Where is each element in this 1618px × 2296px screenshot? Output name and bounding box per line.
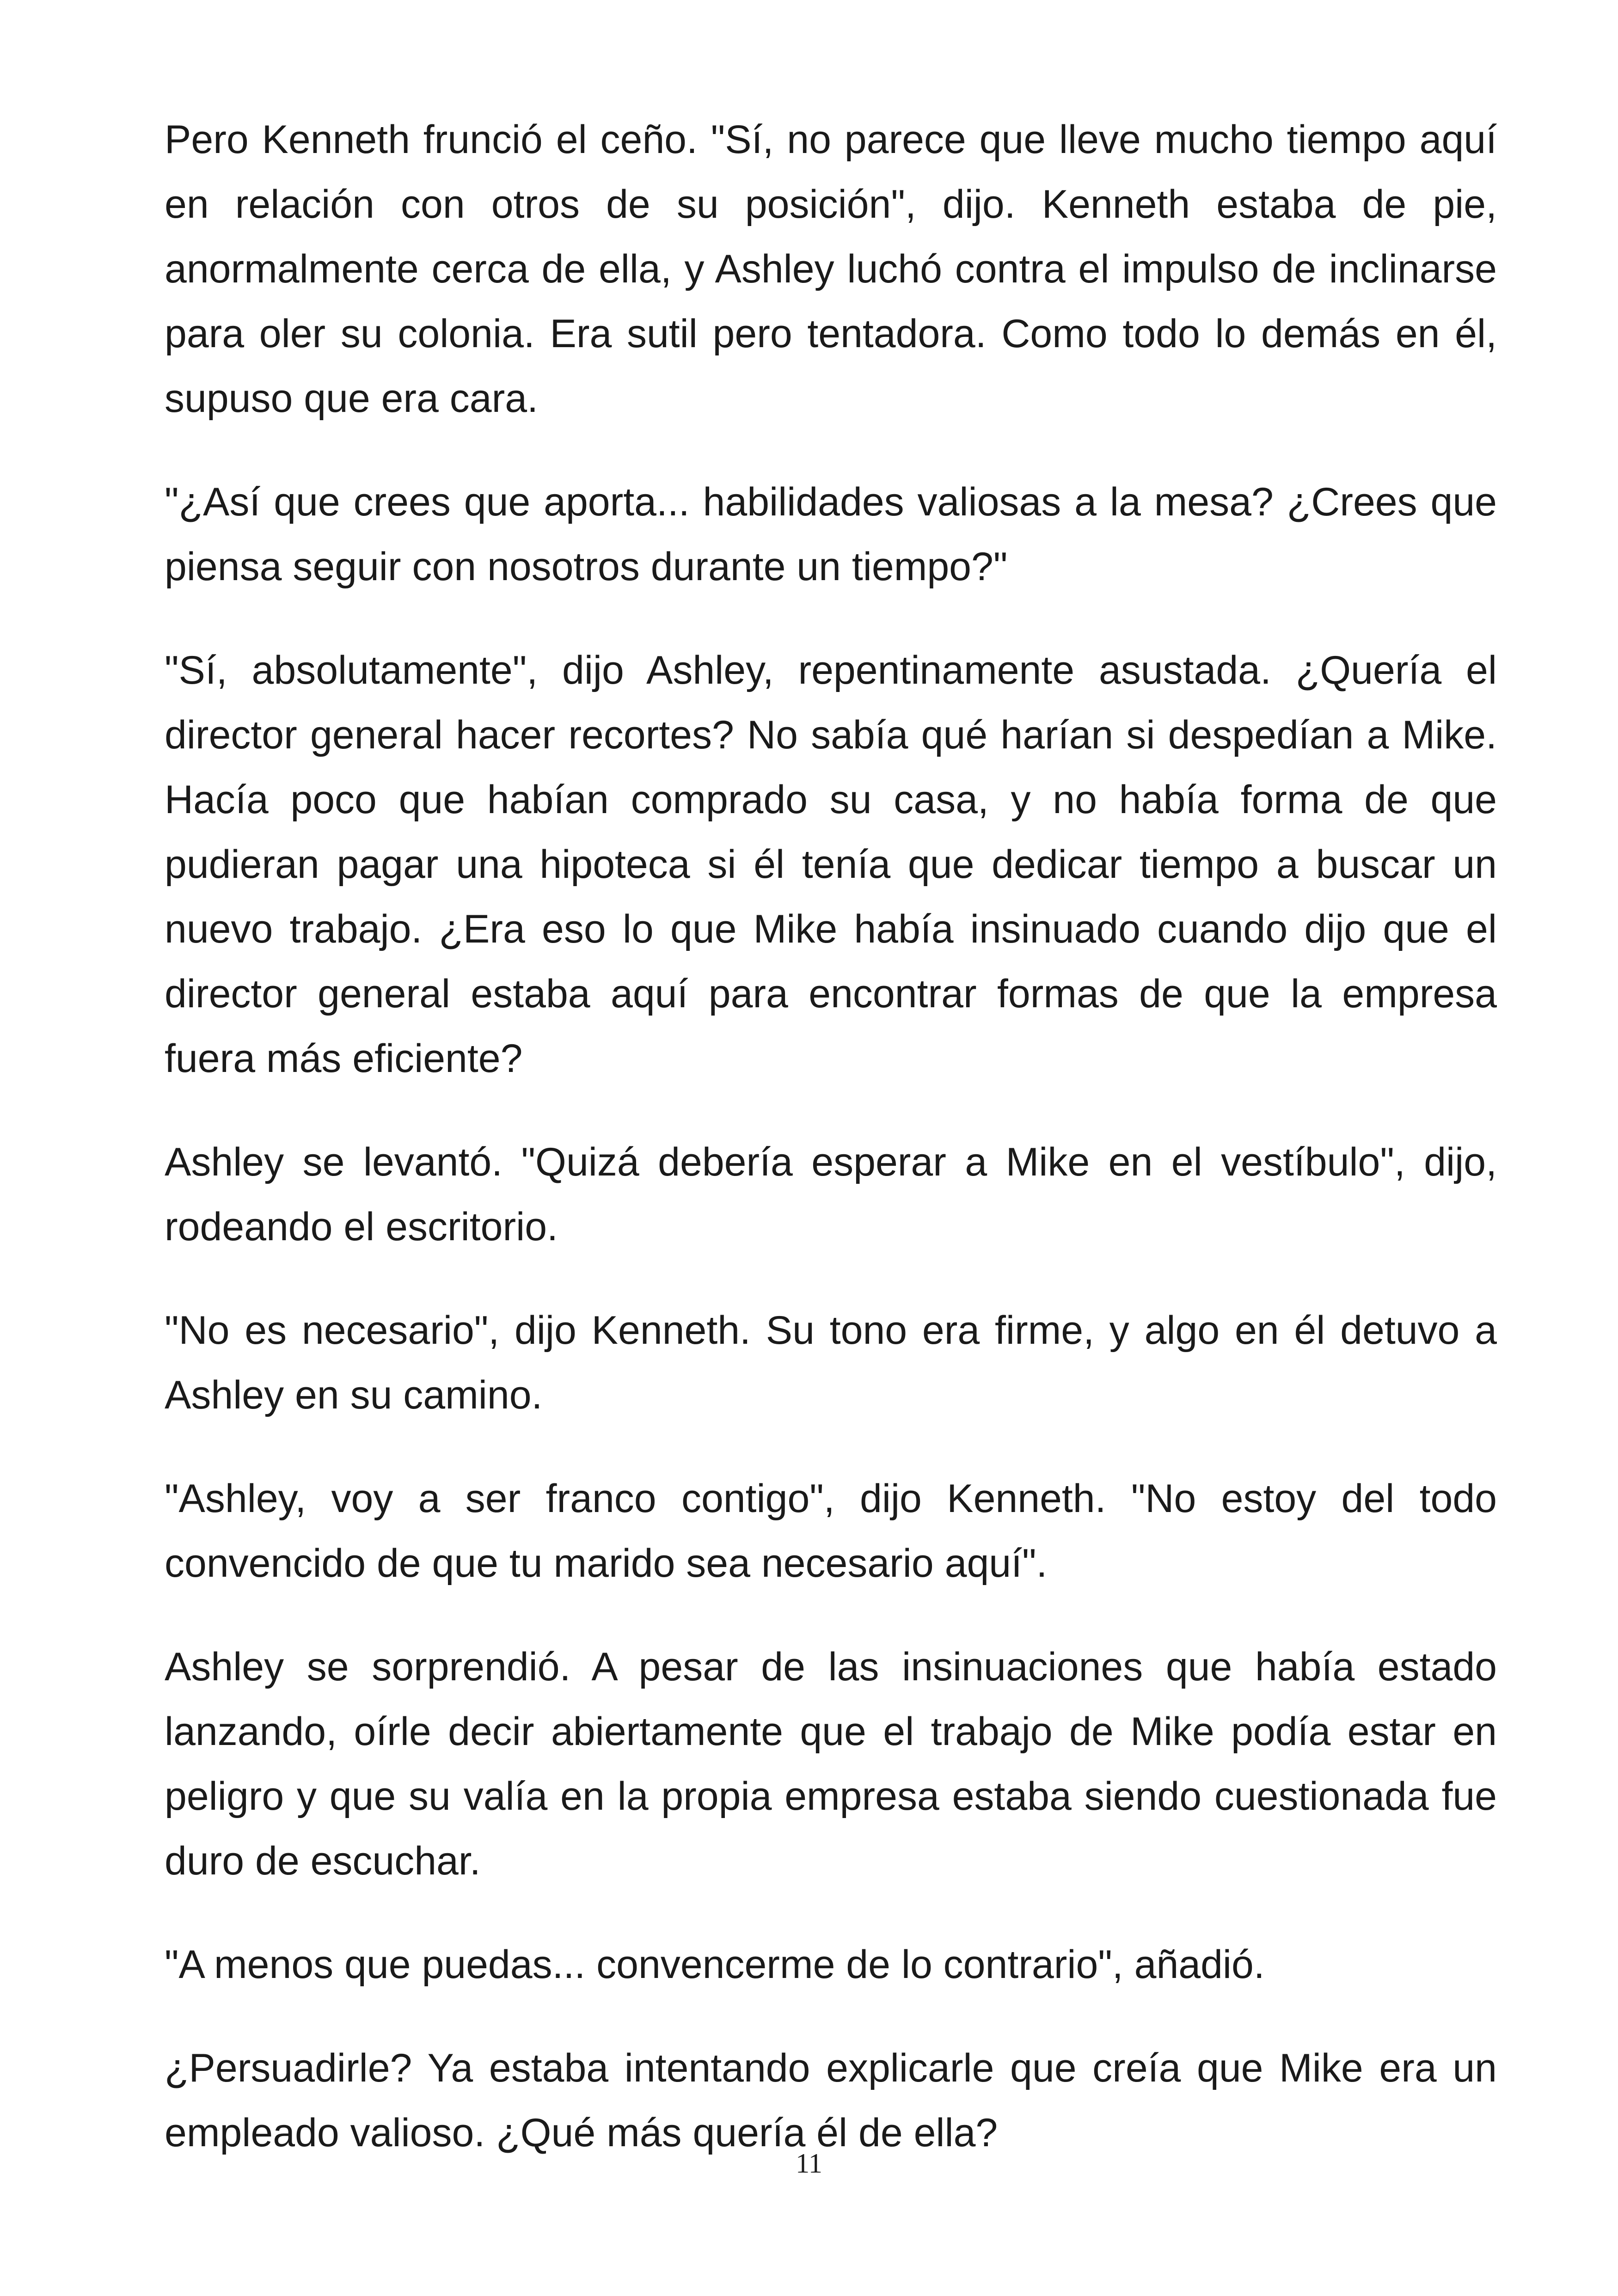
paragraph: ¿Persuadirle? Ya estaba intentando explicarle que creía que Mike era un empleado valioso. ¿Qué más quería él de ella? [165, 2046, 1497, 2155]
paragraph: Ashley se sorprendió. A pesar de las insinuaciones que había estado lanzando, oírle decir abiertamente que el trabajo de Mike podía estar en peligro y que su valía en la propia empresa estaba siendo cuestionada fue duro de escuchar. [165, 1645, 1497, 1883]
paragraph: "A menos que puedas... convencerme de lo contrario", añadió. [165, 1942, 1265, 1987]
paragraph: Pero Kenneth frunció el ceño. "Sí, no parece que lleve mucho tiempo aquí en relación con otros de su posición", dijo. Kenneth estaba de pie, anormalmente cerca de ella, y Ashley luchó contra el impulso de inclinarse para oler su colonia. Era sutil pero tentadora. Como todo lo demás en él, supuso que era cara. [165, 117, 1497, 421]
paragraph: "Sí, absolutamente", dijo Ashley, repentinamente asustada. ¿Quería el director general hacer recortes? No sabía qué harían si despedían a Mike. Hacía poco que habían comprado su casa, y no había forma de que pudieran pagar una hipoteca si él tenía que dedicar tiempo a buscar un nuevo trabajo. ¿Era eso lo que Mike había insinuado cuando dijo que el director general estaba aquí para encontrar formas de que la empresa fuera más eficiente? [165, 648, 1497, 1081]
paragraph: "Ashley, voy a ser franco contigo", dijo Kenneth. "No estoy del todo convencido de que tu marido sea necesario aquí". [165, 1476, 1497, 1586]
paragraph: Ashley se levantó. "Quizá debería esperar a Mike en el vestíbulo", dijo, rodeando el escritorio. [165, 1140, 1497, 1249]
page-number: 11 [796, 2148, 822, 2179]
body-text [165, 107, 1497, 2165]
paragraph: "No es necesario", dijo Kenneth. Su tono era firme, y algo en él detuvo a Ashley en su camino. [165, 1308, 1497, 1417]
paragraph: "¿Así que crees que aporta... habilidades valiosas a la mesa? ¿Crees que piensa seguir con nosotros durante un tiempo?" [165, 480, 1497, 589]
